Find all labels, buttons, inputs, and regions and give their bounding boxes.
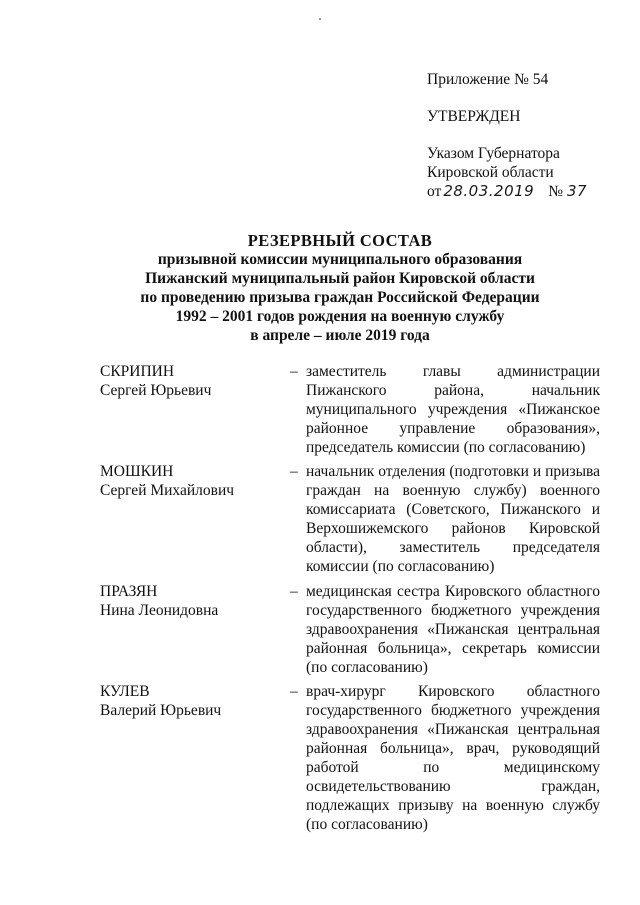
member-entry	[100, 682, 600, 834]
date-prefix: от	[427, 183, 442, 200]
decree-line-1: Указом Губернатора	[427, 145, 560, 162]
member-given-name: Сергей Юрьевич	[100, 382, 212, 399]
member-surname: КУЛЕВ	[100, 683, 150, 700]
member-name	[100, 682, 280, 720]
title-main: РЕЗЕРВНЫЙ СОСТАВ	[247, 231, 433, 250]
scan-speck	[319, 18, 321, 20]
member-position: заместитель главы администрации Пижанского района, начальник муниципального учреждения «Пижанское районное управление образования», председатель комиссии (по согласованию)	[306, 363, 600, 456]
title-line: в апреле – июле 2019 года	[250, 327, 430, 344]
member-surname: МОШКИН	[100, 463, 174, 480]
dash-separator: –	[290, 583, 298, 600]
member-surname: СКРИПИН	[100, 363, 175, 380]
member-given-name: Нина Леонидовна	[100, 602, 219, 619]
decree-date-line	[427, 182, 627, 201]
dash-separator: –	[290, 363, 298, 380]
member-position: врач-хирург Кировского областного государственного бюджетного учреждения здравоохранения «Пижанская центральная районная больница», врач, руководящий работой по медицинскому освидетельствованию граждан, подлежащих призыву на военную службу (по согласованию)	[306, 683, 600, 833]
number-prefix: №	[548, 183, 564, 200]
member-position: медицинская сестра Кировского областного государственного бюджетного учреждения здравоохранения «Пижанская центральная районная больница», секретарь комиссии (по согласованию)	[306, 583, 600, 676]
appendix-number: Приложение № 54	[427, 71, 549, 88]
decree-line-2: Кировской области	[427, 164, 554, 181]
member-name	[100, 462, 280, 500]
handwritten-number: 37	[567, 182, 588, 200]
title-line: Пижанский муниципальный район Кировской области	[145, 270, 535, 287]
member-entry	[100, 462, 600, 582]
member-given-name: Сергей Михайлович	[100, 482, 235, 499]
member-entry	[100, 362, 600, 462]
member-position: начальник отделения (подготовки и призыва граждан на военную службу) военного комиссариата (Советского, Пижанского и Верхошижемского районов Кировской области), заместитель председателя комиссии (по согласованию)	[306, 463, 600, 575]
approval-block	[427, 70, 627, 201]
member-entry	[100, 582, 600, 682]
member-surname: ПРАЗЯН	[100, 583, 158, 600]
document-title	[60, 231, 620, 345]
member-given-name: Валерий Юрьевич	[100, 702, 222, 719]
member-name	[100, 362, 280, 400]
title-line: призывной комиссии муниципального образования	[157, 251, 523, 268]
title-line: 1992 – 2001 годов рождения на военную службу	[175, 308, 505, 325]
handwritten-date: 28.03.2019	[443, 182, 535, 200]
approved-stamp-text: УТВЕРЖДЕН	[427, 108, 521, 125]
member-name	[100, 582, 280, 620]
member-list	[100, 362, 600, 834]
title-line: по проведению призыва граждан Российской Федерации	[140, 289, 540, 306]
dash-separator: –	[290, 463, 298, 480]
dash-separator: –	[290, 683, 298, 700]
